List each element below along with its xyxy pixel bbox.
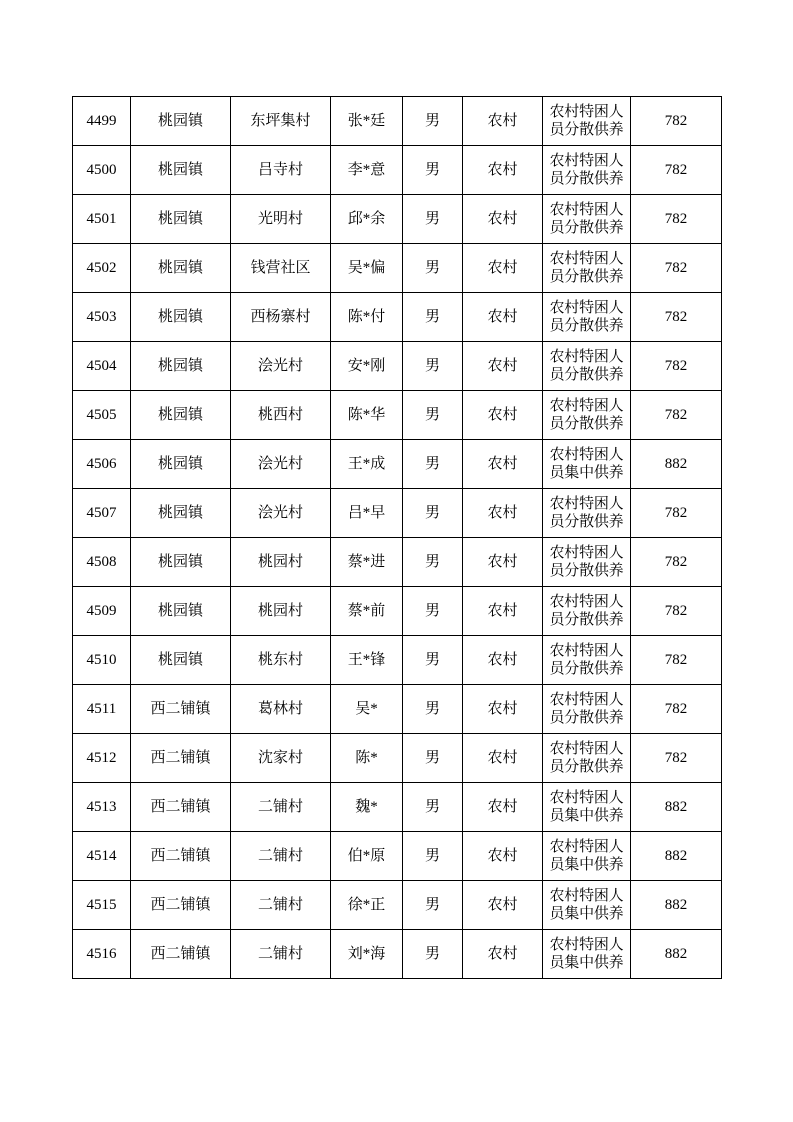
cell-household-type: 农村 (463, 685, 543, 734)
cell-household-type: 农村 (463, 538, 543, 587)
cell-sequence: 4504 (73, 342, 131, 391)
cell-sex: 男 (403, 342, 463, 391)
table-row (73, 244, 722, 293)
category-line-1: 农村特困人 (549, 397, 624, 414)
category-line-1: 农村特困人 (549, 789, 624, 806)
category-line-1: 农村特困人 (549, 593, 624, 610)
category-line-1: 农村特困人 (549, 838, 624, 855)
cell-town: 桃园镇 (131, 538, 231, 587)
cell-sequence: 4505 (73, 391, 131, 440)
cell-assistance-category (543, 342, 631, 391)
cell-name: 蔡*进 (331, 538, 403, 587)
category-line-2: 员集中供养 (549, 906, 624, 922)
cell-household-type: 农村 (463, 195, 543, 244)
cell-town: 西二铺镇 (131, 832, 231, 881)
cell-village: 浍光村 (231, 489, 331, 538)
cell-town: 桃园镇 (131, 440, 231, 489)
cell-village: 浍光村 (231, 440, 331, 489)
cell-assistance-category (543, 881, 631, 930)
cell-village: 二铺村 (231, 783, 331, 832)
table-row (73, 783, 722, 832)
category-line-1: 农村特困人 (549, 642, 624, 659)
cell-name: 魏* (331, 783, 403, 832)
cell-sequence: 4508 (73, 538, 131, 587)
cell-assistance-category (543, 489, 631, 538)
category-line-1: 农村特困人 (549, 152, 624, 169)
cell-sequence: 4516 (73, 930, 131, 979)
cell-household-type: 农村 (463, 342, 543, 391)
table-row (73, 391, 722, 440)
cell-assistance-category (543, 832, 631, 881)
category-line-1: 农村特困人 (549, 691, 624, 708)
cell-sequence: 4512 (73, 734, 131, 783)
cell-household-type: 农村 (463, 440, 543, 489)
cell-name: 李*意 (331, 146, 403, 195)
cell-household-type: 农村 (463, 587, 543, 636)
cell-town: 桃园镇 (131, 146, 231, 195)
category-line-1: 农村特困人 (549, 348, 624, 365)
cell-sex: 男 (403, 146, 463, 195)
category-line-1: 农村特困人 (549, 201, 624, 218)
cell-town: 桃园镇 (131, 489, 231, 538)
table-row (73, 538, 722, 587)
cell-assistance-category (543, 293, 631, 342)
cell-sequence: 4510 (73, 636, 131, 685)
cell-name: 吴* (331, 685, 403, 734)
cell-household-type: 农村 (463, 881, 543, 930)
category-line-1: 农村特困人 (549, 495, 624, 512)
table-row (73, 195, 722, 244)
cell-sequence: 4506 (73, 440, 131, 489)
category-line-2: 员分散供养 (549, 318, 624, 334)
cell-amount: 882 (631, 881, 722, 930)
cell-sex: 男 (403, 685, 463, 734)
cell-household-type: 农村 (463, 146, 543, 195)
cell-household-type: 农村 (463, 391, 543, 440)
table-row (73, 930, 722, 979)
cell-sex: 男 (403, 783, 463, 832)
table-row (73, 832, 722, 881)
category-line-1: 农村特困人 (549, 740, 624, 757)
category-line-2: 员集中供养 (549, 465, 624, 481)
category-line-2: 员分散供养 (549, 563, 624, 579)
cell-sequence: 4513 (73, 783, 131, 832)
table-row (73, 146, 722, 195)
category-line-2: 员分散供养 (549, 710, 624, 726)
table-row (73, 97, 722, 146)
cell-sex: 男 (403, 538, 463, 587)
cell-sequence: 4502 (73, 244, 131, 293)
cell-sequence: 4507 (73, 489, 131, 538)
category-line-1: 农村特困人 (549, 544, 624, 561)
assistance-roster-table (72, 96, 722, 979)
category-line-2: 员集中供养 (549, 857, 624, 873)
cell-amount: 782 (631, 636, 722, 685)
cell-household-type: 农村 (463, 636, 543, 685)
cell-name: 吴*偏 (331, 244, 403, 293)
cell-household-type: 农村 (463, 489, 543, 538)
cell-name: 蔡*前 (331, 587, 403, 636)
cell-village: 吕寺村 (231, 146, 331, 195)
cell-sex: 男 (403, 734, 463, 783)
category-line-2: 员分散供养 (549, 661, 624, 677)
cell-village: 二铺村 (231, 832, 331, 881)
cell-amount: 782 (631, 734, 722, 783)
table-row (73, 342, 722, 391)
cell-amount: 782 (631, 97, 722, 146)
cell-town: 桃园镇 (131, 587, 231, 636)
category-line-2: 员分散供养 (549, 416, 624, 432)
table-row (73, 734, 722, 783)
cell-village: 桃园村 (231, 538, 331, 587)
cell-name: 陈*付 (331, 293, 403, 342)
cell-town: 桃园镇 (131, 391, 231, 440)
cell-amount: 882 (631, 440, 722, 489)
cell-sex: 男 (403, 881, 463, 930)
cell-amount: 782 (631, 489, 722, 538)
cell-village: 桃西村 (231, 391, 331, 440)
cell-name: 王*锋 (331, 636, 403, 685)
cell-assistance-category (543, 734, 631, 783)
category-line-2: 员分散供养 (549, 612, 624, 628)
cell-town: 桃园镇 (131, 293, 231, 342)
cell-assistance-category (543, 244, 631, 293)
cell-household-type: 农村 (463, 783, 543, 832)
cell-name: 伯*原 (331, 832, 403, 881)
cell-household-type: 农村 (463, 293, 543, 342)
cell-name: 邱*余 (331, 195, 403, 244)
cell-village: 西杨寨村 (231, 293, 331, 342)
table-row (73, 440, 722, 489)
cell-name: 陈* (331, 734, 403, 783)
category-line-2: 员集中供养 (549, 955, 624, 971)
cell-name: 刘*海 (331, 930, 403, 979)
cell-name: 陈*华 (331, 391, 403, 440)
cell-assistance-category (543, 930, 631, 979)
cell-village: 光明村 (231, 195, 331, 244)
cell-sex: 男 (403, 391, 463, 440)
cell-assistance-category (543, 195, 631, 244)
table-row (73, 881, 722, 930)
cell-sex: 男 (403, 195, 463, 244)
cell-sequence: 4501 (73, 195, 131, 244)
category-line-1: 农村特困人 (549, 250, 624, 267)
cell-amount: 782 (631, 244, 722, 293)
cell-household-type: 农村 (463, 734, 543, 783)
cell-town: 西二铺镇 (131, 930, 231, 979)
cell-sequence: 4509 (73, 587, 131, 636)
cell-sequence: 4515 (73, 881, 131, 930)
table-body (73, 97, 722, 979)
cell-sequence: 4503 (73, 293, 131, 342)
cell-sequence: 4511 (73, 685, 131, 734)
cell-name: 安*刚 (331, 342, 403, 391)
cell-village: 桃园村 (231, 587, 331, 636)
cell-amount: 782 (631, 342, 722, 391)
cell-assistance-category (543, 587, 631, 636)
table-row (73, 587, 722, 636)
cell-sex: 男 (403, 930, 463, 979)
cell-town: 西二铺镇 (131, 734, 231, 783)
cell-sequence: 4499 (73, 97, 131, 146)
cell-village: 沈家村 (231, 734, 331, 783)
cell-sex: 男 (403, 293, 463, 342)
category-line-2: 员分散供养 (549, 367, 624, 383)
category-line-1: 农村特困人 (549, 103, 624, 120)
category-line-1: 农村特困人 (549, 446, 624, 463)
table-row (73, 293, 722, 342)
category-line-2: 员分散供养 (549, 759, 624, 775)
cell-town: 桃园镇 (131, 342, 231, 391)
cell-sex: 男 (403, 244, 463, 293)
category-line-2: 员分散供养 (549, 514, 624, 530)
cell-sex: 男 (403, 440, 463, 489)
cell-assistance-category (543, 440, 631, 489)
cell-amount: 782 (631, 391, 722, 440)
cell-sex: 男 (403, 489, 463, 538)
cell-amount: 882 (631, 783, 722, 832)
cell-assistance-category (543, 538, 631, 587)
cell-village: 桃东村 (231, 636, 331, 685)
cell-amount: 782 (631, 146, 722, 195)
cell-name: 王*成 (331, 440, 403, 489)
cell-household-type: 农村 (463, 832, 543, 881)
cell-amount: 882 (631, 832, 722, 881)
category-line-1: 农村特困人 (549, 936, 624, 953)
cell-amount: 782 (631, 538, 722, 587)
cell-name: 张*廷 (331, 97, 403, 146)
category-line-2: 员分散供养 (549, 171, 624, 187)
cell-amount: 782 (631, 293, 722, 342)
cell-town: 西二铺镇 (131, 783, 231, 832)
cell-town: 桃园镇 (131, 195, 231, 244)
category-line-1: 农村特困人 (549, 299, 624, 316)
cell-assistance-category (543, 97, 631, 146)
cell-amount: 782 (631, 685, 722, 734)
category-line-2: 员集中供养 (549, 808, 624, 824)
cell-town: 桃园镇 (131, 244, 231, 293)
cell-amount: 782 (631, 587, 722, 636)
category-line-2: 员分散供养 (549, 220, 624, 236)
cell-village: 浍光村 (231, 342, 331, 391)
cell-village: 钱营社区 (231, 244, 331, 293)
cell-household-type: 农村 (463, 930, 543, 979)
cell-village: 二铺村 (231, 881, 331, 930)
cell-assistance-category (543, 146, 631, 195)
cell-sex: 男 (403, 636, 463, 685)
category-line-1: 农村特困人 (549, 887, 624, 904)
cell-sex: 男 (403, 97, 463, 146)
cell-sex: 男 (403, 587, 463, 636)
cell-sex: 男 (403, 832, 463, 881)
cell-village: 二铺村 (231, 930, 331, 979)
cell-village: 东坪集村 (231, 97, 331, 146)
category-line-2: 员分散供养 (549, 122, 624, 138)
table-row (73, 489, 722, 538)
cell-assistance-category (543, 685, 631, 734)
cell-amount: 882 (631, 930, 722, 979)
cell-town: 西二铺镇 (131, 881, 231, 930)
cell-town: 桃园镇 (131, 97, 231, 146)
cell-assistance-category (543, 391, 631, 440)
cell-household-type: 农村 (463, 97, 543, 146)
cell-village: 葛林村 (231, 685, 331, 734)
cell-town: 西二铺镇 (131, 685, 231, 734)
cell-household-type: 农村 (463, 244, 543, 293)
cell-amount: 782 (631, 195, 722, 244)
cell-sequence: 4500 (73, 146, 131, 195)
cell-name: 吕*早 (331, 489, 403, 538)
cell-assistance-category (543, 783, 631, 832)
cell-name: 徐*正 (331, 881, 403, 930)
category-line-2: 员分散供养 (549, 269, 624, 285)
table-row (73, 636, 722, 685)
table-row (73, 685, 722, 734)
cell-town: 桃园镇 (131, 636, 231, 685)
cell-sequence: 4514 (73, 832, 131, 881)
cell-assistance-category (543, 636, 631, 685)
